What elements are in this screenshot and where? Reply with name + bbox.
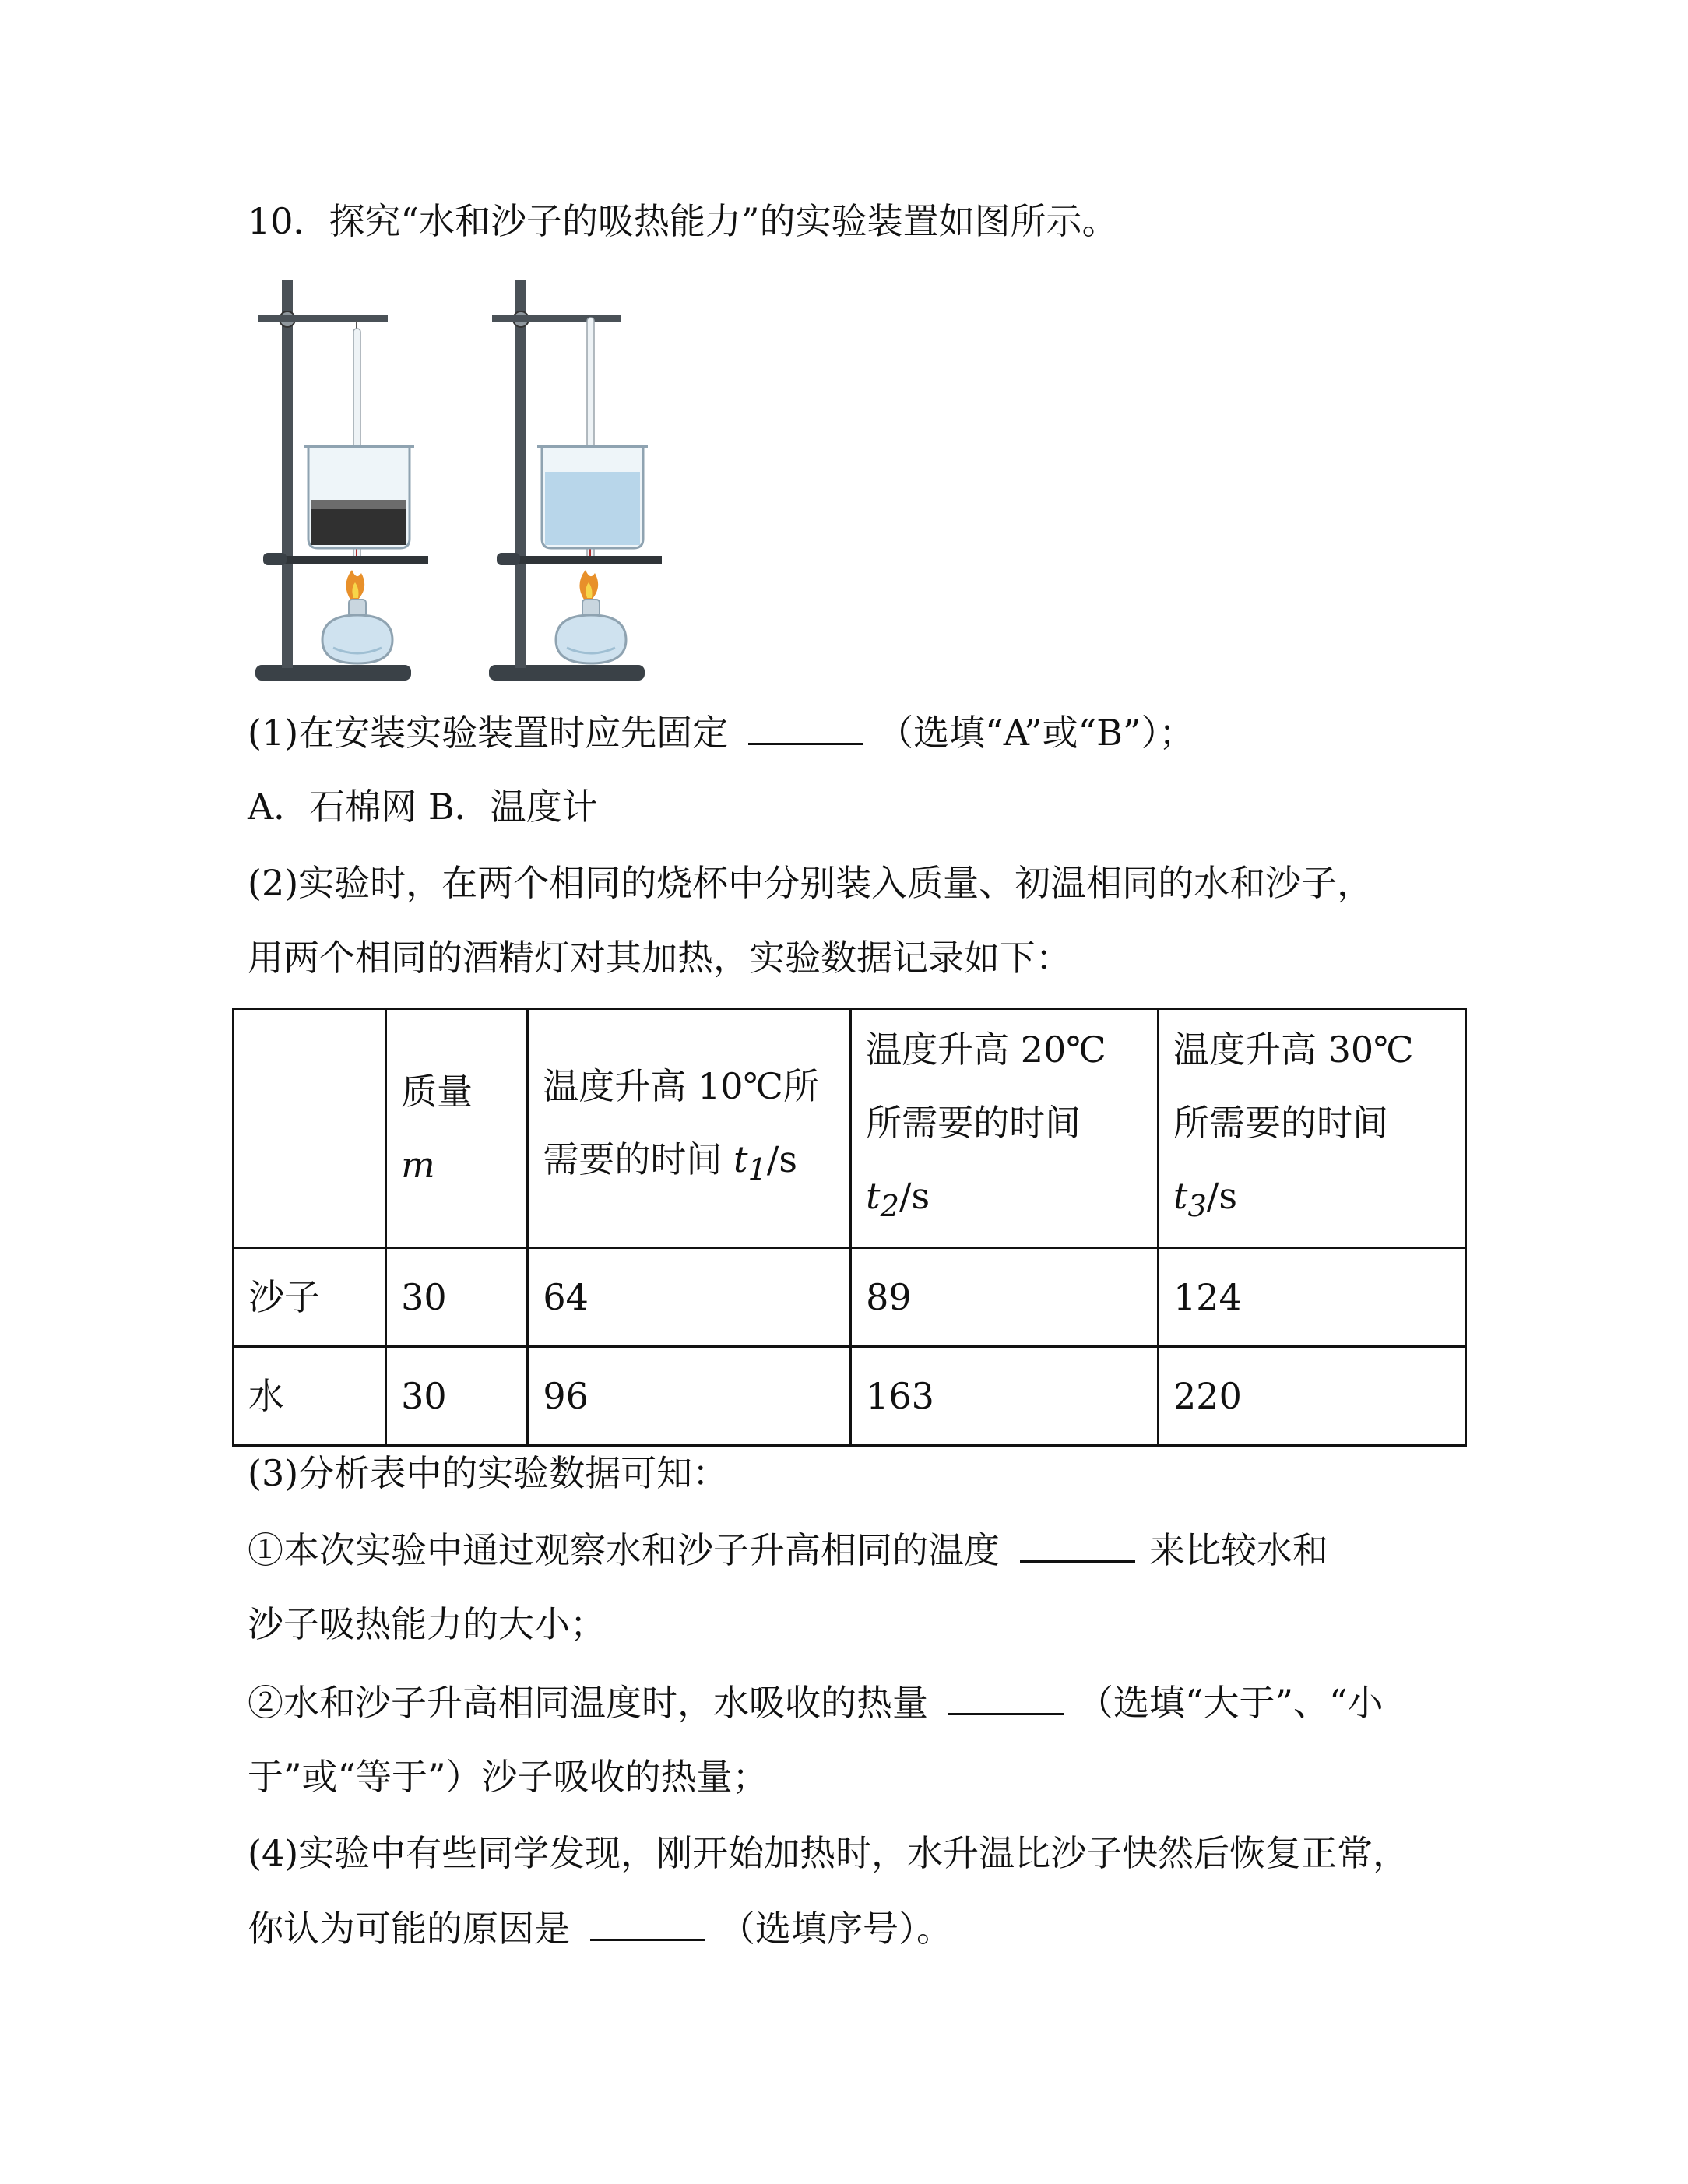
question-4-line2 [248,1904,952,1952]
data-table [232,1008,1467,1447]
question-1 [248,709,1195,756]
answer-blank-1[interactable] [748,709,863,745]
question-4-prefix: 你认为可能的原因是 [248,1908,570,1950]
question-3-2-line1 [248,1679,1384,1726]
question-1-options: A．石棉网 B．温度计 [248,786,598,828]
answer-blank-4[interactable] [590,1904,705,1941]
question-2-line2: 用两个相同的酒精灯对其加热，实验数据记录如下： [248,937,1071,979]
row-mass: 30 [386,1347,528,1446]
header-t3-line2: 所需要的时间 [1173,1101,1389,1144]
table-header-t3 [1159,1009,1466,1248]
header-t2-sub: 2 [880,1189,899,1225]
experiment-apparatus-illustration [248,274,668,687]
question-3-1-prefix: ①本次实验中通过观察水和沙子升高相同的温度 [248,1529,1000,1571]
header-t3-var: t [1173,1174,1188,1217]
table-header-empty [234,1009,386,1248]
row-t1: 96 [528,1347,851,1446]
question-3-2-line2: 于”或“等于”）沙子吸收的热量； [248,1756,768,1798]
question-4-suffix: （选填序号）。 [719,1908,952,1950]
question-3-1-line2: 沙子吸热能力的大小； [248,1603,606,1645]
stand-water [489,280,662,681]
header-mass-label: 质量 [401,1071,473,1113]
stand-sand [255,280,428,681]
question-3: (3)分析表中的实验数据可知： [248,1452,729,1494]
header-t2-var: t [866,1174,881,1217]
row-label: 水 [234,1347,386,1446]
question-2-line1: (2)实验时，在两个相同的烧杯中分别装入质量、初温相同的水和沙子， [248,862,1373,904]
header-mass-symbol: m [401,1144,435,1186]
table-header-row [234,1009,1466,1248]
header-t3-line1: 温度升高 30℃ [1173,1028,1414,1071]
header-t1-line2: 需要的时间 [543,1138,733,1180]
header-t3-sub: 3 [1187,1189,1207,1225]
table-header-mass [386,1009,528,1248]
row-t3: 124 [1159,1248,1466,1347]
table-row [234,1248,1466,1347]
row-t3: 220 [1159,1347,1466,1446]
header-t1-var: t [733,1138,748,1180]
question-1-suffix: （选填“A”或“B”）； [877,712,1195,754]
question-1-prefix: (1)在安装实验装置时应先固定 [248,712,729,754]
answer-blank-2[interactable] [1020,1526,1135,1563]
row-label: 沙子 [234,1248,386,1347]
question-3-1-line1 [248,1526,1328,1574]
answer-blank-3[interactable] [948,1679,1064,1715]
header-t1-sub: 1 [747,1152,767,1188]
header-t1-unit: /s [766,1138,797,1180]
table-header-t2 [851,1009,1159,1248]
question-title: 10．探究“水和沙子的吸热能力”的实验装置如图所示。 [248,200,1118,242]
row-mass: 30 [386,1248,528,1347]
table-row [234,1347,1466,1446]
header-t3-unit: /s [1206,1174,1238,1217]
header-t2-line1: 温度升高 20℃ [866,1028,1106,1071]
question-3-2-suffix: （选填“大于”、“小 [1078,1682,1384,1724]
question-3-2-prefix: ②水和沙子升高相同温度时，水吸收的热量 [248,1682,928,1724]
header-t2-line2: 所需要的时间 [866,1101,1081,1144]
row-t2: 163 [851,1347,1159,1446]
table-header-t1 [528,1009,851,1248]
row-t1: 64 [528,1248,851,1347]
question-4-line1: (4)实验中有些同学发现，刚开始加热时，水升温比沙子快然后恢复正常， [248,1832,1409,1874]
question-3-1-suffix: 来比较水和 [1149,1529,1328,1571]
row-t2: 89 [851,1248,1159,1347]
header-t1-line1: 温度升高 10℃所 [543,1064,819,1107]
header-t2-unit: /s [899,1174,930,1217]
